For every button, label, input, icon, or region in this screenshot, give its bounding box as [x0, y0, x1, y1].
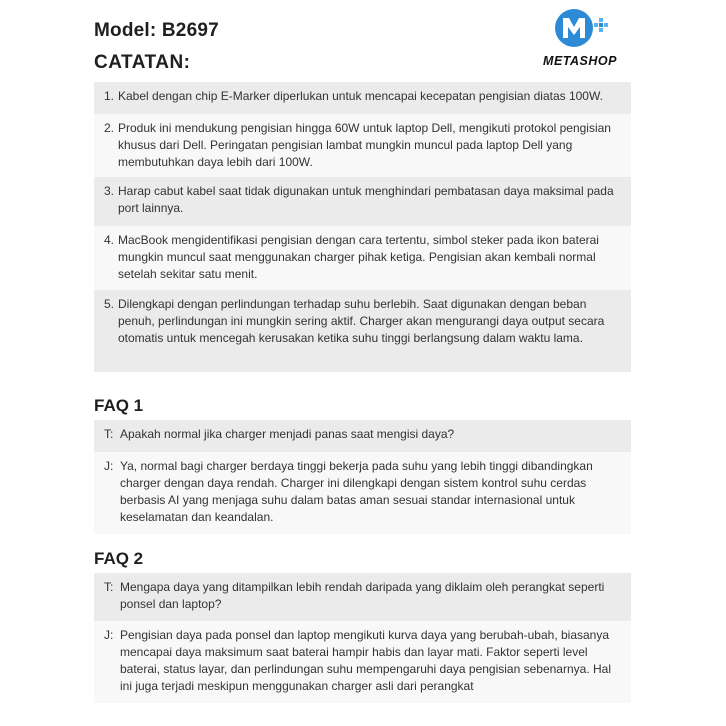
note-text: Harap cabut kabel saat tidak digunakan untuk menghindari pembatasan daya maksimal pada port lainnya.	[118, 184, 614, 215]
note-text: Kabel dengan chip E-Marker diperlukan untuk mencapai kecepatan pengisian diatas 100W.	[118, 89, 603, 103]
answer-text: Pengisian daya pada ponsel dan laptop mengikuti kurva daya yang berubah-ubah, biasanya mencapai daya maksimum saat baterai hampir habis dan layar mati. Faktor seperti level baterai, status layar, dan perlindungan suhu mempengaruhi daya pengisian sebenarnya. Hal ini juga terjadi meskipun menggunakan charger asli dari perangkat	[120, 628, 611, 693]
note-item	[94, 82, 631, 114]
faq2-title: FAQ 2	[94, 549, 144, 568]
faq1-answer	[94, 452, 631, 534]
note-item	[94, 226, 631, 290]
note-text: MacBook mengidentifikasi pengisian dengan cara tertentu, simbol steker pada ikon baterai mungkin muncul saat menggunakan charger pihak ketiga. Pengisian akan kembali normal setelah sekitar satu menit.	[118, 233, 599, 281]
question-text: Apakah normal jika charger menjadi panas saat mengisi daya?	[120, 427, 455, 441]
brand-name: METASHOP	[543, 54, 617, 68]
faq2-block	[94, 573, 631, 703]
faq1-title: FAQ 1	[94, 396, 144, 415]
note-number: 2.	[104, 121, 115, 135]
question-text: Mengapa daya yang ditampilkan lebih rendah daripada yang diklaim oleh perangkat seperti ponsel dan laptop?	[120, 580, 605, 611]
note-number: 4.	[104, 233, 115, 247]
note-number: 5.	[104, 297, 115, 311]
note-text: Dilengkapi dengan perlindungan terhadap suhu berlebih. Saat digunakan dengan beban penuh, perlindungan ini mungkin sering aktif. Charger akan mengurangi daya output secara otomatis untuk mencegah kerusakan ketika suhu tinggi berlangsung dalam waktu lama.	[118, 297, 605, 345]
faq1-question	[94, 420, 631, 452]
note-text: Produk ini mendukung pengisian hingga 60W untuk laptop Dell, mengikuti protokol pengisian khusus dari Dell. Peringatan pengisian lambat mungkin muncul pada laptop Dell yang membutuhkan daya lebih dari 100W.	[118, 121, 611, 169]
metashop-logo-icon	[544, 6, 616, 50]
notes-list	[94, 82, 631, 372]
answer-label: J:	[104, 628, 114, 642]
note-number: 3.	[104, 184, 115, 198]
faq1-block	[94, 420, 631, 534]
note-item	[94, 114, 631, 177]
model-number: Model: B2697	[94, 20, 219, 41]
note-item	[94, 177, 631, 226]
faq2-question	[94, 573, 631, 621]
note-number: 1.	[104, 89, 115, 103]
notes-heading: CATATAN:	[94, 52, 191, 73]
note-item	[94, 290, 631, 372]
metashop-logo	[530, 6, 630, 72]
question-label: T:	[104, 427, 114, 441]
faq2-answer	[94, 621, 631, 703]
question-label: T:	[104, 580, 114, 594]
answer-label: J:	[104, 459, 114, 473]
answer-text: Ya, normal bagi charger berdaya tinggi bekerja pada suhu yang lebih tinggi dibandingkan charger dengan daya rendah. Charger ini dilengkapi dengan sistem kontrol suhu cerdas berbasis AI yang menjaga suhu dalam batas aman sesuai standar internasional untuk keselamatan dan keandalan.	[120, 459, 593, 524]
